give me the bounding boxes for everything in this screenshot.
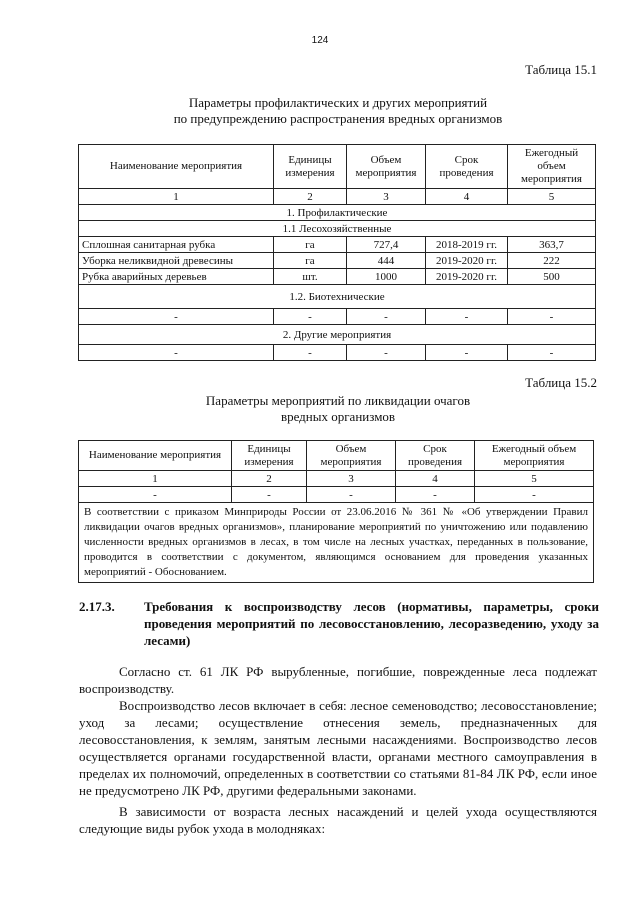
paragraph: В зависимости от возраста лесных насаждений и целей ухода осуществляются следующие виды рубок ухода в молодняках: [79,804,597,836]
table1-cell: Рубка аварийных деревьев [79,269,274,285]
table1-title-line2: по предупреждению распространения вредных организмов [173,111,503,126]
table-row [79,487,594,503]
table1-cell: 2 [274,189,347,205]
table2-label: Таблица 15.2 [525,375,597,390]
table1-cell: 222 [508,253,596,269]
table1-cell: - [79,309,274,325]
table2-title [80,393,596,425]
table1-cell: Уборка неликвидной древесины [79,253,274,269]
table2-cell: - [232,487,307,503]
table1-subsection-row [79,221,596,237]
table1-cell: 2019-2020 гг. [426,269,508,285]
table1 [78,144,596,361]
table1-header-cell: Объем мероприятия [347,145,426,189]
paragraph: Согласно ст. 61 ЛК РФ вырубленные, погибшие, поврежденные леса подлежат воспроизводству. [79,664,597,696]
table1-cell: - [274,345,347,361]
table1-cell: 2018-2019 гг. [426,237,508,253]
table2-cell: 3 [307,471,396,487]
table1-cell: 363,7 [508,237,596,253]
table1-cell: - [508,309,596,325]
table2-note: В соответствии с приказом Минприроды России от 23.06.2016 № 361 № «Об утверждении Правил ликвидации очагов вредных организмов», планирование мероприятий по уничтожению или подавлению численности вредных организмов в лесах, в том числе на лесных участках, переданных в пользование, проводится в соответствии с документом, являющимся основанием для проведения указанных мероприятий - Обоснованием. [79,503,594,583]
table2-cell: 2 [232,471,307,487]
table2-cell: 1 [79,471,232,487]
table1-cell: - [508,345,596,361]
table2-header-cell: Срок проведения [396,441,475,471]
table1-cell: - [426,345,508,361]
table1-subsection-cell: 1.1 Лесохозяйственные [79,221,596,237]
table2-title-line2: вредных организмов [280,409,396,424]
table1-title-line1: Параметры профилактических и других мероприятий [188,95,488,110]
table-row [79,253,596,269]
table1-cell: 500 [508,269,596,285]
table1-number-row [79,189,596,205]
table1-section-cell: 1. Профилактические [79,205,596,221]
table2-cell: - [307,487,396,503]
table2-title-line1: Параметры мероприятий по ликвидации очагов [205,393,471,408]
table-row [79,309,596,325]
table1-header-cell: Наименование мероприятия [79,145,274,189]
page-number: 124 [311,35,329,46]
paragraph: Воспроизводство лесов включает в себя: лесное семеноводство; лесовосстановление; уход за лесами; осуществление отнесения земель, предназначенных для лесовосстановления, к землям, занятым лесными насаждениями. Воспроизводство лесов осуществляется органами государственной власти, органами местного самоуправления в пределах их полномочий, определенных в соответствии со статьями 81-84 ЛК РФ, если иное не предусмотрено ЛК РФ, другими федеральными законами. [79,698,597,798]
table1-cell: - [347,345,426,361]
table1-cell: - [274,309,347,325]
table1-cell: 1000 [347,269,426,285]
table1-subsection-row [79,285,596,309]
table1-header-cell: Срок проведения [426,145,508,189]
table1-cell: 1 [79,189,274,205]
table1-title [80,95,596,127]
table2 [78,440,594,583]
table2-cell: 4 [396,471,475,487]
table1-header-cell: Ежегодный объем мероприятия [508,145,596,189]
section-number: 2.17.3. [79,599,115,614]
table1-section-row [79,205,596,221]
section-heading [79,598,599,649]
table2-header-cell: Единицы измерения [232,441,307,471]
table-row [79,237,596,253]
table1-cell: га [274,237,347,253]
table1-cell: 5 [508,189,596,205]
table1-cell: га [274,253,347,269]
table2-header-cell: Наименование мероприятия [79,441,232,471]
table2-header-cell: Объем мероприятия [307,441,396,471]
table1-subsection-cell: 1.2. Биотехнические [79,285,596,309]
table1-cell: - [426,309,508,325]
table1-header-cell: Единицы измерения [274,145,347,189]
table2-cell: - [79,487,232,503]
table1-cell: 444 [347,253,426,269]
table2-note-row [79,503,594,583]
table1-cell: Сплошная санитарная рубка [79,237,274,253]
table1-cell: - [79,345,274,361]
table1-cell: 2019-2020 гг. [426,253,508,269]
table1-section-row [79,325,596,345]
body-text [79,663,597,837]
table1-cell: 3 [347,189,426,205]
table1-section-cell: 2. Другие мероприятия [79,325,596,345]
table1-cell: шт. [274,269,347,285]
table-row [79,345,596,361]
table2-cell: 5 [475,471,594,487]
section-title: Требования к воспроизводству лесов (нормативы, параметры, сроки проведения мероприятий по лесовосстановлению, лесоразведению, уходу за лесами) [144,599,599,648]
table-row [79,269,596,285]
table2-header-cell: Ежегодный объем мероприятия [475,441,594,471]
table1-cell: 727,4 [347,237,426,253]
table1-cell: - [347,309,426,325]
table2-number-row [79,471,594,487]
table2-cell: - [475,487,594,503]
table2-cell: - [396,487,475,503]
table1-label: Таблица 15.1 [525,62,597,77]
table1-cell: 4 [426,189,508,205]
table1-header-row [79,145,596,189]
table2-header-row [79,441,594,471]
